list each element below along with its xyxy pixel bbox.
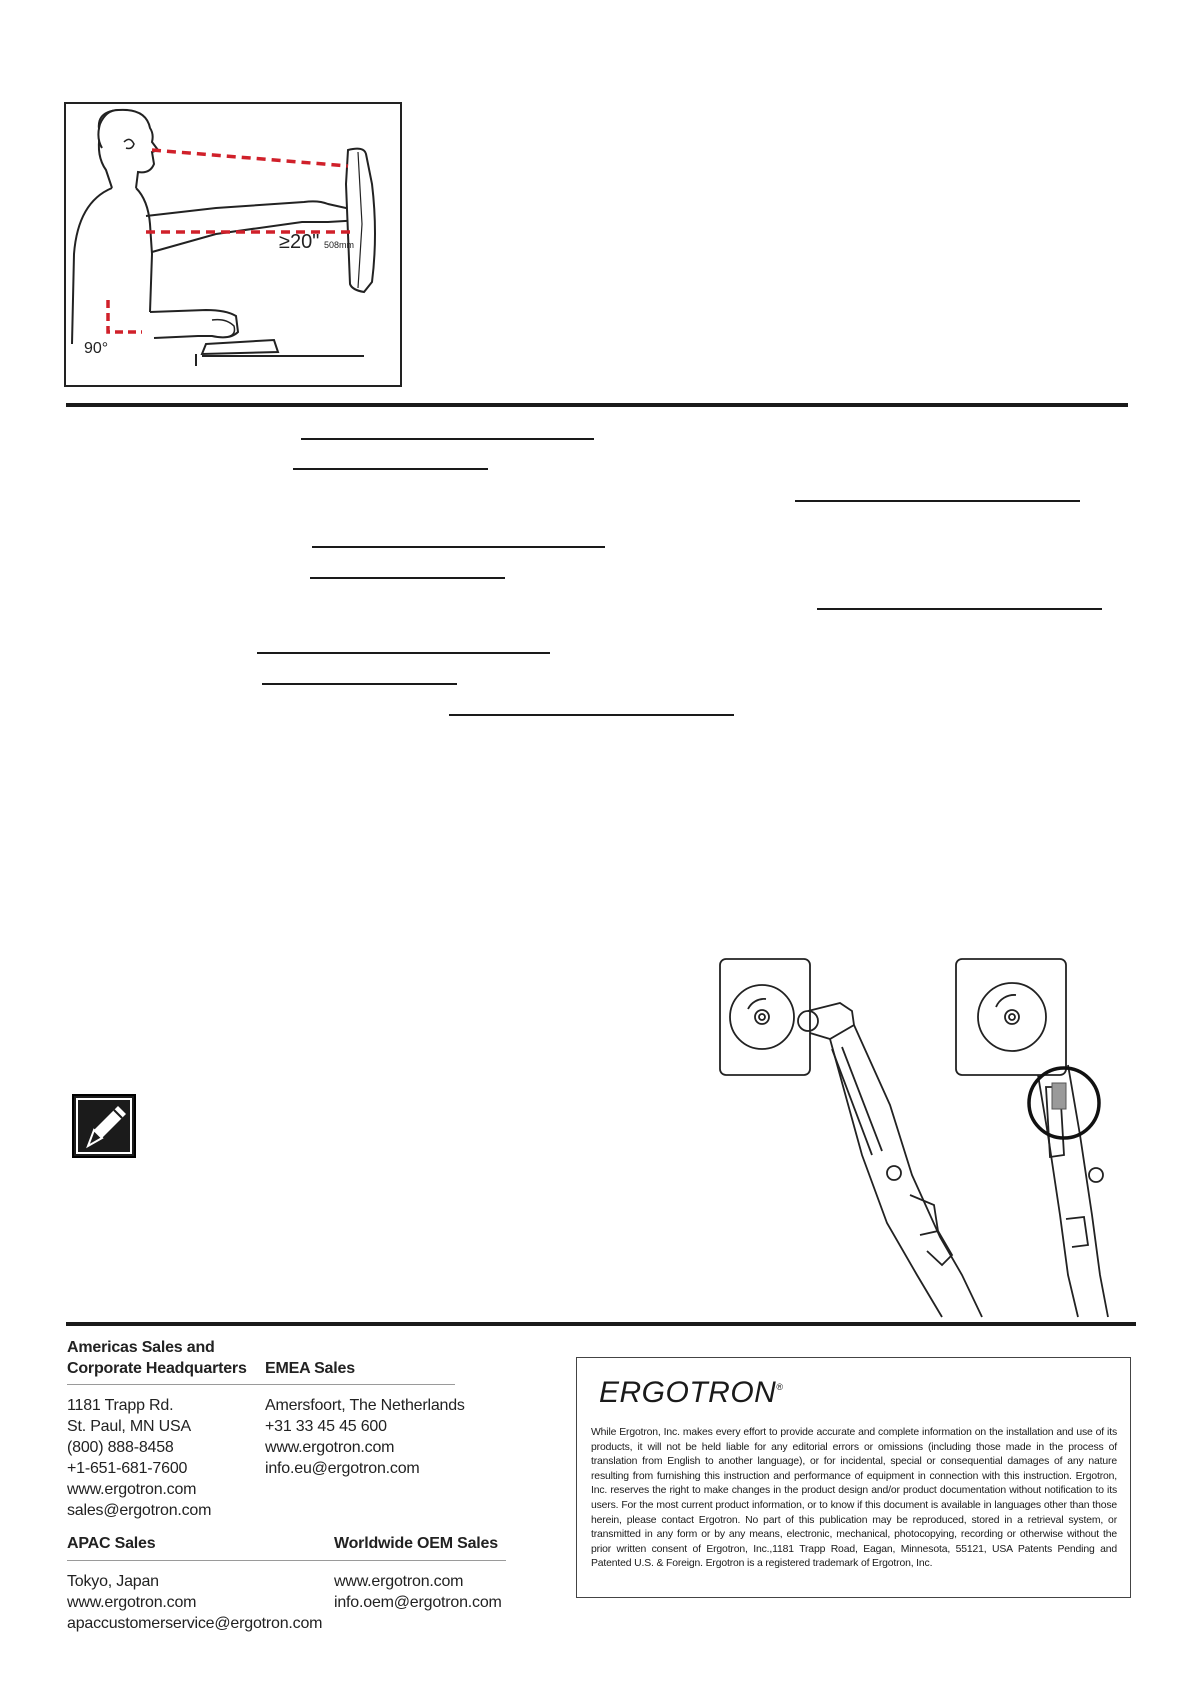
americas-phone-intl-line: +1-651-681-7600 xyxy=(67,1460,188,1477)
emea-email-link[interactable]: info.eu@ergotron.com xyxy=(265,1460,420,1477)
ear-mark xyxy=(124,139,134,148)
americas-website-link[interactable]: www.ergotron.com xyxy=(67,1481,197,1498)
ergonomics-illustration xyxy=(64,102,402,387)
americas-emea-rule xyxy=(67,1384,455,1385)
distance-metric-label: 508mm xyxy=(324,240,355,250)
emea-heading: EMEA Sales xyxy=(265,1360,355,1377)
emea-phone-line: +31 33 45 45 600 xyxy=(265,1418,387,1435)
apac-email-link[interactable]: apaccustomerservice@ergotron.com xyxy=(67,1615,323,1632)
blank-field-line xyxy=(312,546,605,548)
registered-mark: ® xyxy=(776,1382,784,1392)
angle-label: 90° xyxy=(84,340,109,357)
apac-city-line: Tokyo, Japan xyxy=(67,1573,159,1590)
note-pencil-icon xyxy=(72,1094,136,1158)
blank-field-line xyxy=(795,500,1080,502)
blank-field-line xyxy=(293,468,488,470)
distance-label: ≥20" xyxy=(279,231,320,253)
disclaimer-text: While Ergotron, Inc. makes every effort to provide accurate and complete information on the installation and use of its products, it will not be held liable for any editorial errors or omissions (including those made in the process of translation from English to another language), or for incidental, special or consequential damages of any nature resulting from furnishing this instruction and performance of equipment in connection with this instruction. Ergotron, Inc. reserves the right to make changes in the product design and/or product documentation without notification to its users. For the most current product information, or to know if this document is available in languages other than those herein, please contact Ergotron. No part of this publication may be reproduced, stored in a retrieval system, or transmitted in any form or by any means, electronic, mechanical, photocopying, recording or otherwise without the prior written consent of Ergotron, Inc.,1181 Trapp Road, Eagan, Minnesota, 55121, USA Patents Pending and Patented U.S. & Foreign. Ergotron is a registered trademark of Ergotron, Inc. xyxy=(591,1427,1117,1570)
blank-field-line xyxy=(449,714,734,716)
logo-wordmark: ERGOTRON xyxy=(599,1376,777,1409)
americas-heading-line2: Corporate Headquarters xyxy=(67,1360,247,1377)
emea-website-link[interactable]: www.ergotron.com xyxy=(265,1439,395,1456)
americas-email-link[interactable]: sales@ergotron.com xyxy=(67,1502,212,1519)
blank-field-line xyxy=(310,577,505,579)
apac-heading: APAC Sales xyxy=(67,1535,156,1552)
apac-website-link[interactable]: www.ergotron.com xyxy=(67,1594,197,1611)
blank-field-line xyxy=(817,608,1102,610)
oem-email-link[interactable]: info.oem@ergotron.com xyxy=(334,1594,502,1611)
americas-address-line: 1181 Trapp Rd. xyxy=(67,1397,174,1414)
section-divider-top xyxy=(66,403,1128,407)
emea-city-line: Amersfoort, The Netherlands xyxy=(265,1397,465,1414)
disclaimer-box xyxy=(576,1357,1131,1598)
americas-heading-line1: Americas Sales and xyxy=(67,1339,215,1356)
oem-website-link[interactable]: www.ergotron.com xyxy=(334,1573,464,1590)
monitor-arm-illustration xyxy=(712,955,1132,1320)
blank-field-line xyxy=(301,438,594,440)
blank-field-line xyxy=(257,652,550,654)
section-divider-bottom xyxy=(66,1322,1136,1326)
americas-city-line: St. Paul, MN USA xyxy=(67,1418,191,1435)
ergotron-logo xyxy=(599,1376,783,1410)
blank-field-line xyxy=(262,683,457,685)
apac-oem-rule xyxy=(67,1560,506,1561)
sight-line xyxy=(152,150,348,166)
oem-heading: Worldwide OEM Sales xyxy=(334,1535,498,1552)
angle-mark xyxy=(108,300,142,332)
americas-phone-line: (800) 888-8458 xyxy=(67,1439,174,1456)
